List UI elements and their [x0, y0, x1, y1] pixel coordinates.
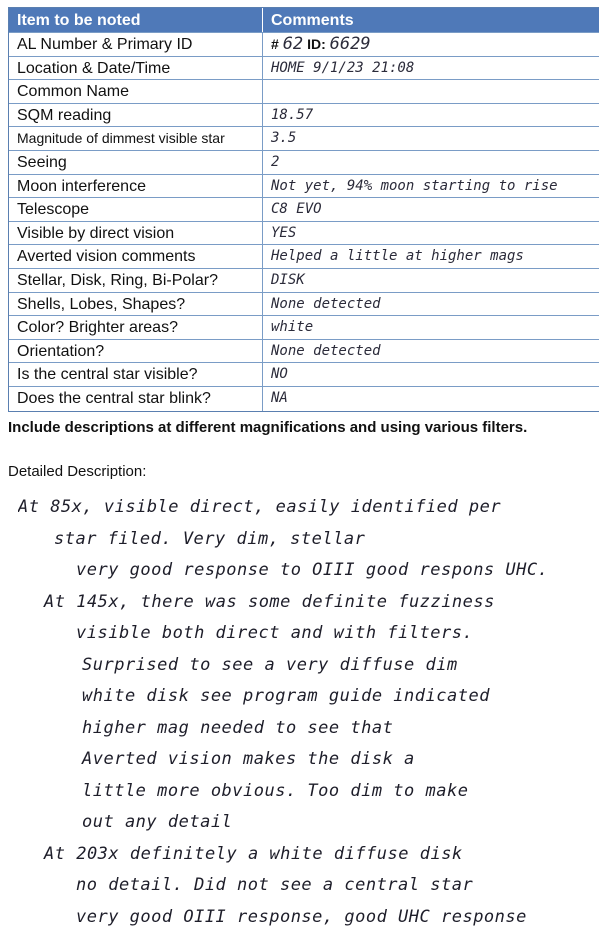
form-row — [9, 198, 599, 222]
row-value: None detected — [263, 293, 599, 316]
hand-line: higher mag needed to see that — [18, 713, 593, 745]
row-label: Location & Date/Time — [9, 57, 263, 80]
row-value: NA — [263, 387, 599, 411]
form-row — [9, 293, 599, 317]
row-value: YES — [263, 222, 599, 245]
row-label: Seeing — [9, 151, 263, 174]
row-label: Magnitude of dimmest visible star — [9, 127, 263, 150]
row-value — [263, 33, 599, 56]
row-value: Not yet, 94% moon starting to rise — [263, 175, 599, 198]
form-header — [9, 8, 599, 33]
row-label: Stellar, Disk, Ring, Bi-Polar? — [9, 269, 263, 292]
form-row — [9, 269, 599, 293]
hand-line: star filed. Very dim, stellar — [18, 524, 593, 556]
row-label: Color? Brighter areas? — [9, 316, 263, 339]
form-row — [9, 80, 599, 104]
form-row — [9, 222, 599, 246]
row-value: 3.5 — [263, 127, 599, 150]
row-label: Telescope — [9, 198, 263, 221]
hash-sign: # — [271, 36, 279, 52]
form-row — [9, 387, 599, 411]
hand-line: visible both direct and with filters. — [18, 618, 593, 650]
form-row — [9, 127, 599, 151]
instructions-text: Include descriptions at different magnifications and using various filters. — [8, 419, 598, 436]
hand-line: very good response to OIII good respons UHC. — [18, 555, 593, 587]
id-label: ID: — [307, 36, 326, 52]
form-row — [9, 316, 599, 340]
hand-line: Surprised to see a very diffuse dim — [18, 650, 593, 682]
row-label: Averted vision comments — [9, 245, 263, 268]
row-value: white — [263, 316, 599, 339]
form-row — [9, 363, 599, 387]
form-row — [9, 245, 599, 269]
al-number-value: 62 — [283, 34, 303, 54]
row-label: Shells, Lobes, Shapes? — [9, 293, 263, 316]
row-value: Helped a little at higher mags — [263, 245, 599, 268]
row-label: Visible by direct vision — [9, 222, 263, 245]
form-row-al-number — [9, 33, 599, 57]
row-value — [263, 80, 599, 103]
row-label: Does the central star blink? — [9, 387, 263, 411]
row-label: Common Name — [9, 80, 263, 103]
primary-id-value: 6629 — [330, 34, 371, 54]
hand-line: At 145x, there was some definite fuzziness — [18, 587, 593, 619]
handwritten-description — [18, 492, 593, 933]
header-item: Item to be noted — [9, 8, 263, 32]
form-row — [9, 340, 599, 364]
header-comments: Comments — [263, 8, 599, 32]
row-label: Is the central star visible? — [9, 363, 263, 386]
hand-line: out any detail — [18, 807, 593, 839]
row-value: None detected — [263, 340, 599, 363]
hand-line: At 203x definitely a white diffuse disk — [18, 839, 593, 871]
row-value: C8 EVO — [263, 198, 599, 221]
hand-line: no detail. Did not see a central star — [18, 870, 593, 902]
form-row — [9, 151, 599, 175]
row-label: AL Number & Primary ID — [9, 33, 263, 56]
observation-form — [8, 7, 599, 412]
form-row — [9, 57, 599, 81]
hand-line: little more obvious. Too dim to make — [18, 776, 593, 808]
row-value: NO — [263, 363, 599, 386]
row-value: DISK — [263, 269, 599, 292]
form-row — [9, 175, 599, 199]
row-value: 18.57 — [263, 104, 599, 127]
row-value: HOME 9/1/23 21:08 — [263, 57, 599, 80]
row-label: SQM reading — [9, 104, 263, 127]
hand-line: At 85x, visible direct, easily identified per — [18, 492, 593, 524]
row-value: 2 — [263, 151, 599, 174]
hand-line: white disk see program guide indicated — [18, 681, 593, 713]
row-label: Orientation? — [9, 340, 263, 363]
hand-line: Averted vision makes the disk a — [18, 744, 593, 776]
row-label: Moon interference — [9, 175, 263, 198]
detailed-description-label: Detailed Description: — [8, 463, 146, 480]
hand-line: very good OIII response, good UHC response — [18, 902, 593, 933]
form-row — [9, 104, 599, 128]
